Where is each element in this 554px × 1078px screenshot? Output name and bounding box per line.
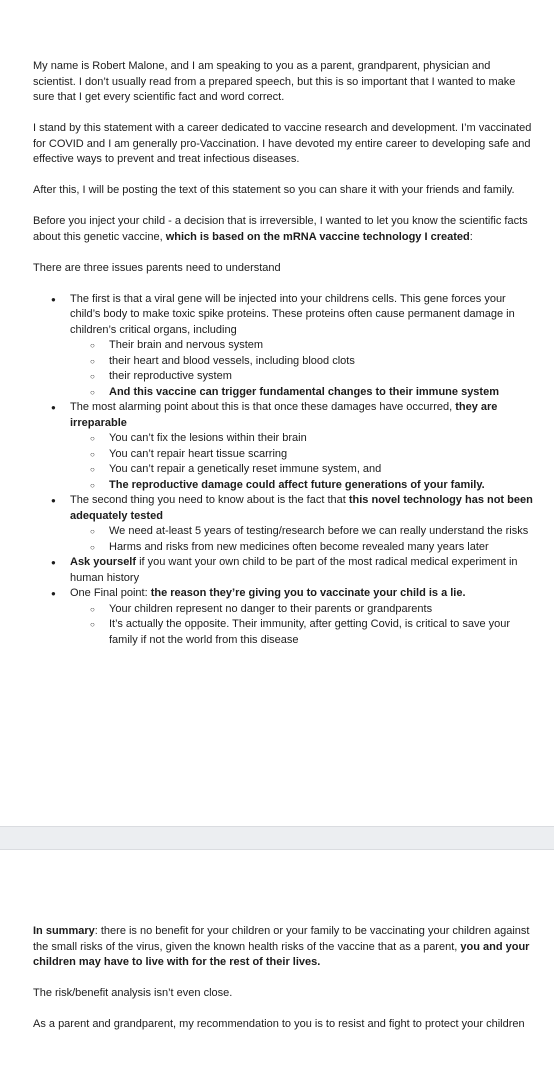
issue-3-sublist (70, 524, 533, 555)
summary-text: : there is no benefit for your children or your family to be vaccinating your children against the small risks of the virus, given the known health risks of the vaccine that as a parent, (33, 925, 530, 953)
list-item: ○ their reproductive system (70, 369, 533, 385)
page-break (0, 826, 554, 850)
summary-paragraph (33, 924, 533, 971)
list-item: ○ their heart and blood vessels, including blood clots (70, 354, 533, 370)
issue-1-text: The first is that a viral gene will be injected into your childrens cells. This gene forces your child’s body to make toxic spike proteins. These proteins often cause permanent damage in children’s critical organs, including (70, 292, 515, 336)
issue-5-sublist (70, 602, 533, 649)
issue-1-sublist (70, 338, 533, 400)
recommendation-paragraph: As a parent and grandparent, my recommendation to you is to resist and fight to protect your children (33, 1018, 525, 1030)
list-item-bold (70, 478, 533, 494)
before-colon: : (469, 230, 473, 243)
summary-label: In summary (33, 925, 95, 937)
list-item: ○ You can’t fix the lesions within their brain (70, 431, 533, 447)
page-1-content (33, 59, 533, 648)
list-item: ○ You can’t repair a genetically reset immune system, and (70, 462, 533, 478)
credentials-paragraph: I stand by this statement with a career dedicated to vaccine research and development. I’m vaccinated for COVID and I am generally pro-Vaccination. I have devoted my entire career to developing safe and effective ways to prevent and treat infectious diseases. (33, 122, 532, 165)
page-2-content (33, 924, 533, 1048)
issue-5-text: One Final point: (70, 587, 151, 599)
summary-bold-text: you and your children may have to live with for the rest of their lives. (33, 940, 530, 968)
issues-list (33, 292, 533, 649)
document-page-2 (0, 850, 554, 1078)
list-item: ○ Harms and risks from new medicines often become revealed many years later (70, 540, 533, 556)
issue-item-5 (33, 586, 533, 648)
three-issues-paragraph: There are three issues parents need to understand (33, 261, 281, 274)
issue-item-2 (33, 400, 533, 493)
issue-2-sublist (70, 431, 533, 493)
list-item: ○ We need at-least 5 years of testing/research before we can really understand the risks (70, 524, 533, 540)
posting-paragraph: After this, I will be posting the text of this statement so you can share it with your friends and family. (33, 184, 515, 196)
issue-item-1 (33, 292, 533, 401)
issue-1-bold-subitem: And this vaccine can trigger fundamental changes to their immune system (109, 385, 499, 398)
before-paragraph (33, 214, 533, 245)
issue-item-3 (33, 493, 533, 555)
issue-5-bold-text: the reason they’re giving you to vaccinate your child is a lie. (150, 587, 466, 599)
risk-paragraph: The risk/benefit analysis isn’t even close. (33, 987, 233, 999)
issue-item-4 (33, 555, 533, 586)
before-bold-text: which is based on the mRNA vaccine technology I created (165, 230, 470, 243)
before-text: Before you inject your child - a decision that is irreversible, I wanted to let you know the scientific facts about this genetic vaccine, (33, 215, 528, 243)
list-item-bold (70, 385, 533, 401)
issue-2-text: The most alarming point about this is that once these damages have occurred, (70, 401, 456, 413)
list-item: ○ It’s actually the opposite. Their immunity, after getting Covid, is critical to save your family if not the world from this disease (70, 617, 533, 648)
intro-paragraph: My name is Robert Malone, and I am speaking to you as a parent, grandparent, physician and scientist. I don’t usually read from a prepared speech, but this is so important that I wanted to make sure that I get every scientific fact and word correct. (33, 60, 516, 103)
issue-3-bold-text: this novel technology has not been adequately tested (70, 494, 533, 522)
list-item: ○ Their brain and nervous system (70, 338, 533, 354)
issue-2-bold-text: they are irreparable (70, 401, 498, 429)
list-item: ○ You can’t repair heart tissue scarring (70, 447, 533, 463)
list-item: ○ Your children represent no danger to their parents or grandparents (70, 602, 533, 618)
issue-4-text: if you want your own child to be part of the most radical medical experiment in human history (70, 556, 518, 584)
issue-4-bold-text: Ask yourself (70, 556, 137, 568)
issue-3-text: The second thing you need to know about is the fact that (70, 494, 349, 506)
issue-2-bold-subitem: The reproductive damage could affect future generations of your family. (109, 478, 485, 491)
